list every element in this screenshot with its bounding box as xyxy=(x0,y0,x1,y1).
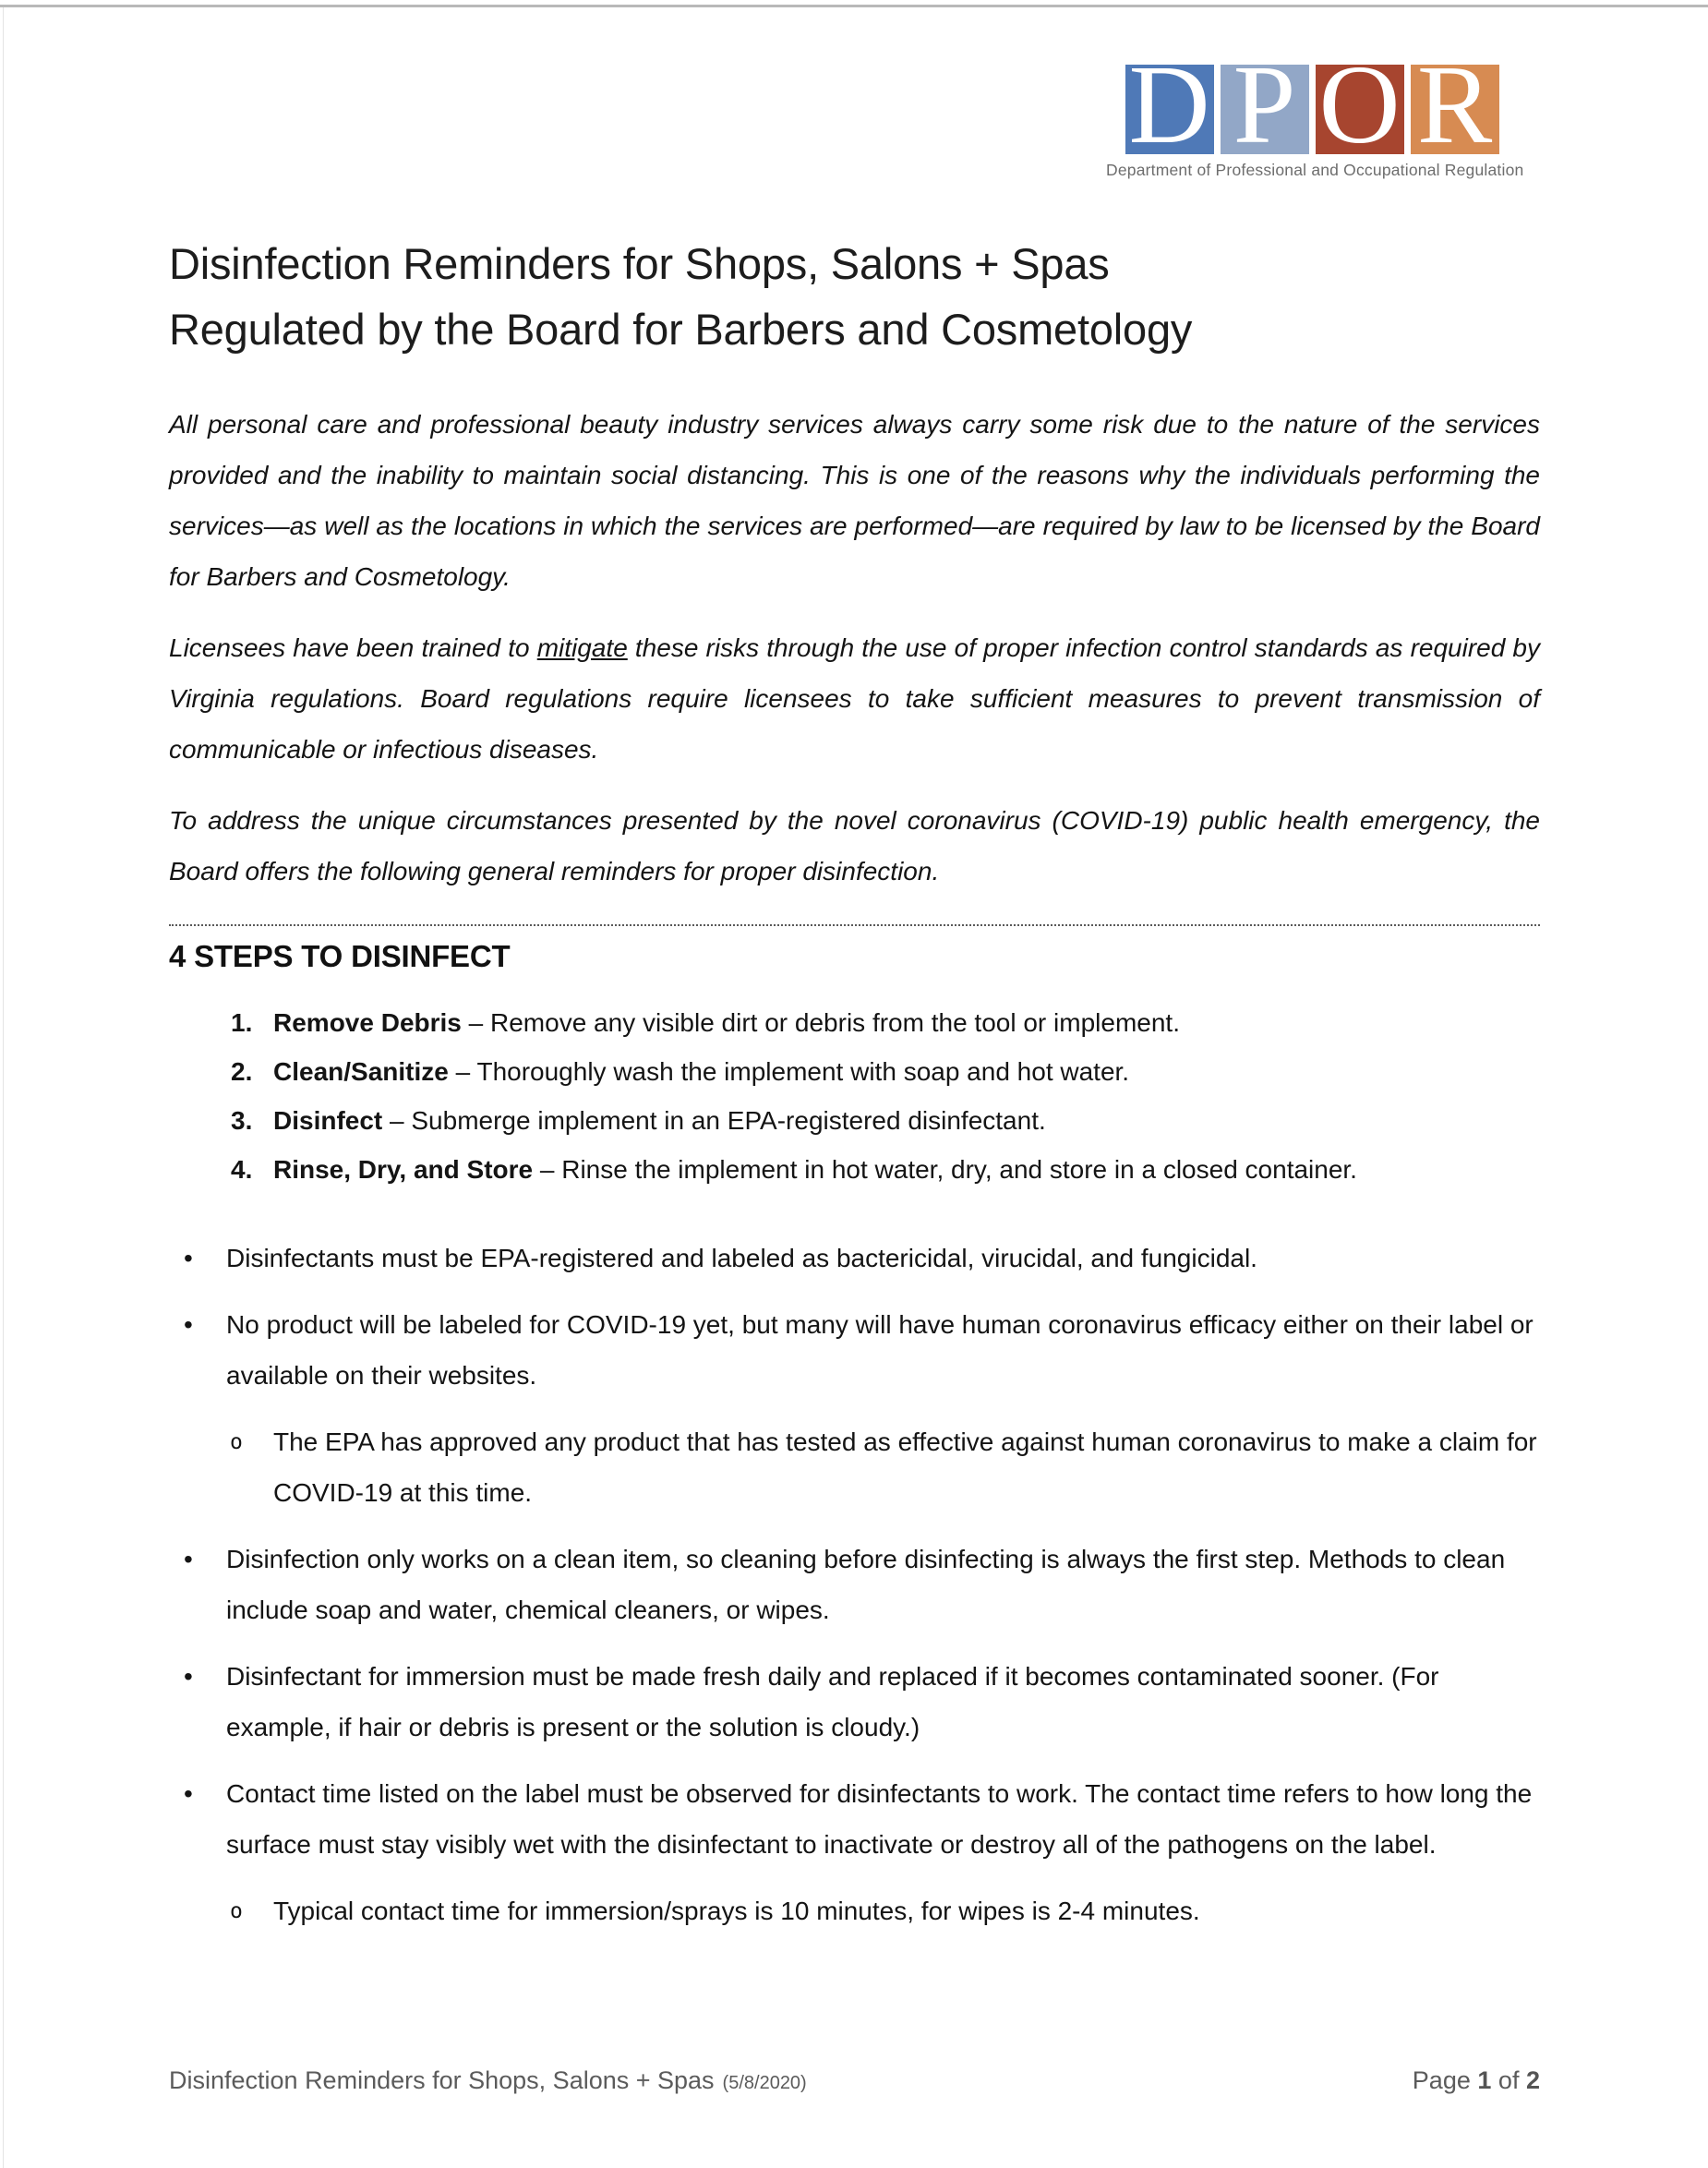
step-item-2 xyxy=(169,1047,1540,1096)
step-lead: Clean/Sanitize xyxy=(273,1057,449,1086)
step-number: 1. xyxy=(231,1008,253,1037)
logo-letter-d: D xyxy=(1128,42,1210,167)
sub-bullet-item xyxy=(169,1885,1540,1936)
step-number: 4. xyxy=(231,1155,253,1184)
footer-doc-title xyxy=(169,2066,807,2095)
bullet-item xyxy=(169,1299,1540,1401)
intro-paragraph-1: All personal care and professional beauty industry services always carry some risk due to the nature of the services provided and the inability to maintain social distancing. This is one of the reasons why the individuals performing the services—as well as the locations in which the services are performed—are required by law to be licensed by the Board for Barbers and Cosmetology. xyxy=(169,410,1540,591)
bullet-text: Disinfectants must be EPA-registered and labeled as bactericidal, virucidal, and fungicidal. xyxy=(226,1244,1257,1272)
step-text: – Rinse the implement in hot water, dry, and store in a closed container. xyxy=(533,1155,1357,1184)
footer-page-number: 1 xyxy=(1477,2066,1492,2094)
dotted-divider xyxy=(169,924,1540,926)
step-number: 3. xyxy=(231,1106,253,1135)
footer-page-total: 2 xyxy=(1525,2066,1540,2094)
step-lead: Rinse, Dry, and Store xyxy=(273,1155,534,1184)
step-text: – Submerge implement in an EPA-registered disinfectant. xyxy=(382,1106,1046,1135)
step-item-3 xyxy=(169,1096,1540,1145)
bullet-item xyxy=(169,1651,1540,1752)
sub-bullet-marker: o xyxy=(230,1430,243,1454)
sub-bullet-text: The EPA has approved any product that has tested as effective against human coronavirus to make a claim for COVID-19 at this time. xyxy=(273,1427,1537,1507)
footer-date: (5/8/2020) xyxy=(722,2073,807,2093)
section-heading: 4 STEPS TO DISINFECT xyxy=(169,939,511,973)
footer-title-text: Disinfection Reminders for Shops, Salons + Spas xyxy=(169,2066,715,2094)
page-left-border xyxy=(3,7,4,2168)
document-content xyxy=(169,0,1540,1936)
page-footer xyxy=(169,2066,1540,2095)
bullet-text: Disinfection only works on a clean item, so cleaning before disinfecting is always the first step. Methods to clean include soap and water, chemical cleaners, or wipes. xyxy=(226,1545,1506,1624)
page-title-line2: Regulated by the Board for Barbers and Cosmetology xyxy=(169,305,1193,354)
step-item-4 xyxy=(169,1145,1540,1194)
bullet-text: Disinfectant for immersion must be made fresh daily and replaced if it becomes contaminated sooner. (For example, if hair or debris is present or the solution is cloudy.) xyxy=(226,1662,1439,1741)
steps-list xyxy=(169,998,1540,1194)
bullet-marker: • xyxy=(184,1310,193,1339)
intro-paragraph-2 xyxy=(169,622,1540,775)
step-number: 2. xyxy=(231,1057,253,1086)
bullet-item xyxy=(169,1768,1540,1870)
bullet-marker: • xyxy=(184,1779,193,1808)
bullet-item xyxy=(169,1534,1540,1635)
sub-bullet-marker: o xyxy=(230,1899,243,1923)
step-text: – Remove any visible dirt or debris from the tool or implement. xyxy=(461,1008,1180,1037)
bullet-list xyxy=(169,1233,1540,1936)
step-text: – Thoroughly wash the implement with soap and hot water. xyxy=(448,1057,1130,1086)
bullet-text: Contact time listed on the label must be observed for disinfectants to work. The contact time refers to how long the surface must stay visibly wet with the disinfectant to inactivate or destroy all of the pathogens on the label. xyxy=(226,1779,1533,1859)
bullet-marker: • xyxy=(184,1545,193,1573)
sub-bullet-text: Typical contact time for immersion/sprays is 10 minutes, for wipes is 2-4 minutes. xyxy=(273,1897,1200,1925)
intro-paragraph-3: To address the unique circumstances presented by the novel coronavirus (COVID-19) public health emergency, the Board offers the following general reminders for proper disinfection. xyxy=(169,806,1540,885)
bullet-marker: • xyxy=(184,1244,193,1272)
logo-letter-r: R xyxy=(1416,42,1493,167)
intro-p2-before: Licensees have been trained to xyxy=(169,633,537,662)
bullet-marker: • xyxy=(184,1662,193,1691)
logo-tagline: Department of Professional and Occupational Regulation xyxy=(1106,161,1524,179)
page-title-line1: Disinfection Reminders for Shops, Salons + Spas xyxy=(169,239,1110,288)
logo-letter-p: P xyxy=(1233,42,1296,167)
footer-page-indicator xyxy=(1413,2066,1540,2095)
step-lead: Remove Debris xyxy=(273,1008,462,1037)
footer-page-label: Page xyxy=(1412,2066,1471,2094)
step-lead: Disinfect xyxy=(273,1106,383,1135)
bullet-item xyxy=(169,1233,1540,1283)
step-item-1 xyxy=(169,998,1540,1047)
intro-p2-after: these risks through the use of proper infection control standards as required by Virginia regulations. Board regulations require licensees to take sufficient measures to prevent transmission of communicable or infectious diseases. xyxy=(169,633,1540,764)
mitigate-underlined-text: mitigate xyxy=(536,633,628,662)
logo-letter-o: O xyxy=(1318,42,1401,167)
page-title xyxy=(169,231,1540,362)
bullet-text: No product will be labeled for COVID-19 yet, but many will have human coronavirus efficacy either on their label or available on their websites. xyxy=(226,1310,1534,1390)
intro-section xyxy=(169,399,1540,897)
footer-of-label: of xyxy=(1498,2066,1520,2094)
sub-bullet-item xyxy=(169,1416,1540,1518)
